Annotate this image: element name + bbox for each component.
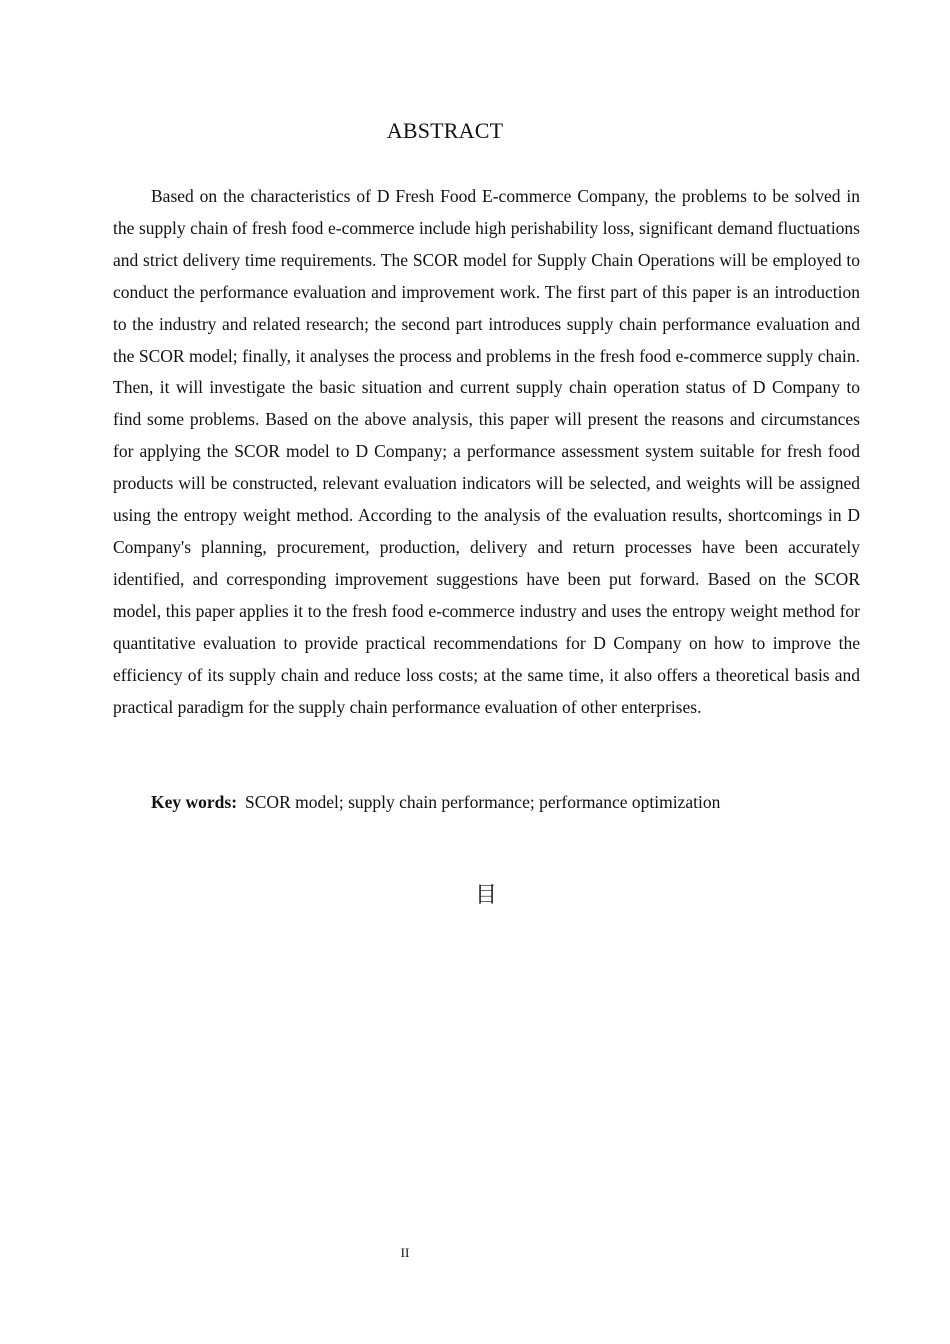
abstract-title: ABSTRACT bbox=[386, 118, 504, 143]
toc-heading: 目 bbox=[474, 883, 497, 908]
keywords-text: SCOR model; supply chain performance; performance optimization bbox=[245, 792, 721, 812]
keywords-label: Key words: bbox=[151, 792, 238, 812]
keywords-line bbox=[113, 787, 860, 819]
page-number: II bbox=[400, 1245, 410, 1260]
abstract-body: Based on the characteristics of D Fresh Food E-commerce Company, the problems to be solved in the supply chain of fresh food e-commerce include high perishability loss, significant demand fluctuations and strict delivery time requirements. The SCOR model for Supply Chain Operations will be employed to conduct the performance evaluation and improvement work. The first part of this paper is an introduction to the industry and related research; the second part introduces supply chain performance evaluation and the SCOR model; finally, it analyses the process and problems in the fresh food e-commerce supply chain. Then, it will investigate the basic situation and current supply chain operation status of D Company to find some problems. Based on the above analysis, this paper will present the reasons and circumstances for applying the SCOR model to D Company; a performance assessment system suitable for fresh food products will be constructed, relevant evaluation indicators will be selected, and weights will be assigned using the entropy weight method. According to the analysis of the evaluation results, shortcomings in D Company's planning, procurement, production, delivery and return processes have been accurately identified, and corresponding improvement suggestions have been put forward. Based on the SCOR model, this paper applies it to the fresh food e-commerce industry and uses the entropy weight method for quantitative evaluation to provide practical recommendations for D Company on how to improve the efficiency of its supply chain and reduce loss costs; at the same time, it also offers a theoretical basis and practical paradigm for the supply chain performance evaluation of other enterprises. bbox=[113, 186, 860, 717]
